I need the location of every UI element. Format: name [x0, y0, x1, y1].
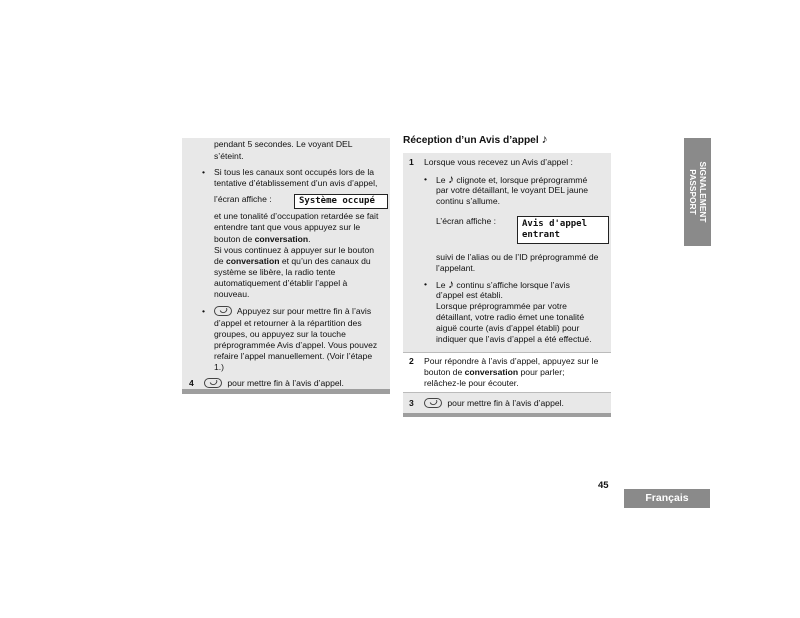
- step-3-text: pour mettre fin à l’avis d’appel.: [424, 398, 564, 409]
- call-alert-note-icon: ♪: [447, 277, 454, 291]
- established-text-line: Lorsque préprogrammée par votre: [436, 301, 567, 311]
- bullet-glyph: •: [202, 167, 206, 177]
- call-alert-note-icon: ♪: [541, 132, 548, 146]
- step-number: 1: [409, 157, 414, 167]
- step-4-text: pour mettre fin à l’avis d’appel.: [204, 378, 344, 389]
- busy-text-line: entendre tant que vous appuyez sur le: [214, 222, 361, 232]
- end-call-text-line: refaire l’appel manuellement. (Voir l’étape: [214, 351, 373, 361]
- led-text-line: Le ♪ clignote et, lorsque préprogrammé: [436, 172, 588, 186]
- bullet-glyph: •: [424, 174, 428, 184]
- busy-text-line: de conversation et qu’un des canaux du: [214, 256, 371, 266]
- busy-text-line: automatiquement d’établir l’appel à: [214, 278, 348, 288]
- established-text-line: détaillant, votre radio émet une tonalité: [436, 312, 585, 322]
- established-text-line: d’appel est établi.: [436, 290, 503, 300]
- side-tab-label: [684, 138, 711, 246]
- led-text-line: continu s’allume.: [436, 196, 501, 206]
- left-column-divider: [182, 389, 390, 394]
- end-call-text-line: groupes, ou appuyez sur la touche: [214, 329, 346, 339]
- end-call-text-line: d’appel et retourner à la répartition des: [214, 318, 362, 328]
- step-number: 3: [409, 398, 414, 408]
- left-intro-line: pendant 5 secondes. Le voyant DEL: [214, 139, 353, 149]
- page-number: 45: [598, 480, 609, 491]
- established-text-line: indiquer que l’avis d’appel a été effectué.: [436, 334, 592, 344]
- side-tab-line: SIGNALEMENT: [698, 161, 708, 223]
- call-alert-note-icon: ♪: [447, 172, 454, 186]
- lcd-line: Avis d'appel: [522, 219, 588, 229]
- end-call-button-icon: [214, 306, 232, 316]
- left-intro-line: s’éteint.: [214, 151, 244, 161]
- led-text-line: par votre détaillant, le voyant DEL jaune: [436, 185, 589, 195]
- alias-text-line: suivi de l’alias ou de l’ID préprogrammé de: [436, 252, 599, 262]
- step-number: 2: [409, 356, 414, 366]
- section-side-tab: [684, 138, 711, 246]
- lcd-display-incoming: [517, 216, 609, 244]
- busy-text-line: tentative d’établissement d’un avis d’appel,: [214, 178, 378, 188]
- step-number: 4: [189, 378, 194, 388]
- step-divider: [403, 352, 611, 353]
- lcd-line: entrant: [522, 230, 560, 240]
- busy-text-line: système se libère, la radio tente: [214, 267, 336, 277]
- bullet-glyph: •: [202, 306, 206, 316]
- alias-text-line: l’appelant.: [436, 263, 476, 273]
- right-column-divider: [403, 413, 611, 417]
- end-call-text-line: préprogrammée Avis d’appel. Vous pouvez: [214, 340, 378, 350]
- end-call-text-line: 1.): [214, 362, 225, 372]
- busy-text-line: nouveau.: [214, 289, 250, 299]
- end-call-button-icon: [424, 398, 442, 408]
- side-tab-line: PASSPORT: [688, 169, 698, 215]
- step-2-text-line: relâchez-le pour écouter.: [424, 378, 519, 388]
- established-text-line: Le ♪ continu s’affiche lorsque l’avis: [436, 277, 570, 291]
- end-call-button-icon: [204, 378, 222, 388]
- end-call-text-line: Appuyez sur pour mettre fin à l’avis: [214, 306, 371, 317]
- established-text-line: aiguë courte (avis d’appel établi) pour: [436, 323, 580, 333]
- language-tab: Français: [624, 489, 710, 508]
- screen-label: L’écran affiche :: [436, 216, 497, 226]
- lcd-display-busy: Système occupé: [294, 194, 388, 209]
- section-heading: Réception d’un Avis d’appel ♪: [403, 132, 548, 146]
- bullet-glyph: •: [424, 279, 428, 289]
- step-2-text-line: Pour répondre à l’avis d’appel, appuyez sur le: [424, 356, 599, 366]
- busy-text-line: bouton de conversation.: [214, 234, 311, 244]
- busy-text-line: Si vous continuez à appuyer sur le bouton: [214, 245, 375, 255]
- busy-text-line: et une tonalité d’occupation retardée se fait: [214, 211, 379, 221]
- step-1-text: Lorsque vous recevez un Avis d’appel :: [424, 157, 573, 167]
- step-2-text-line: bouton de conversation pour parler;: [424, 367, 565, 377]
- busy-text-line: Si tous les canaux sont occupés lors de la: [214, 167, 375, 177]
- screen-label: l’écran affiche :: [214, 194, 272, 204]
